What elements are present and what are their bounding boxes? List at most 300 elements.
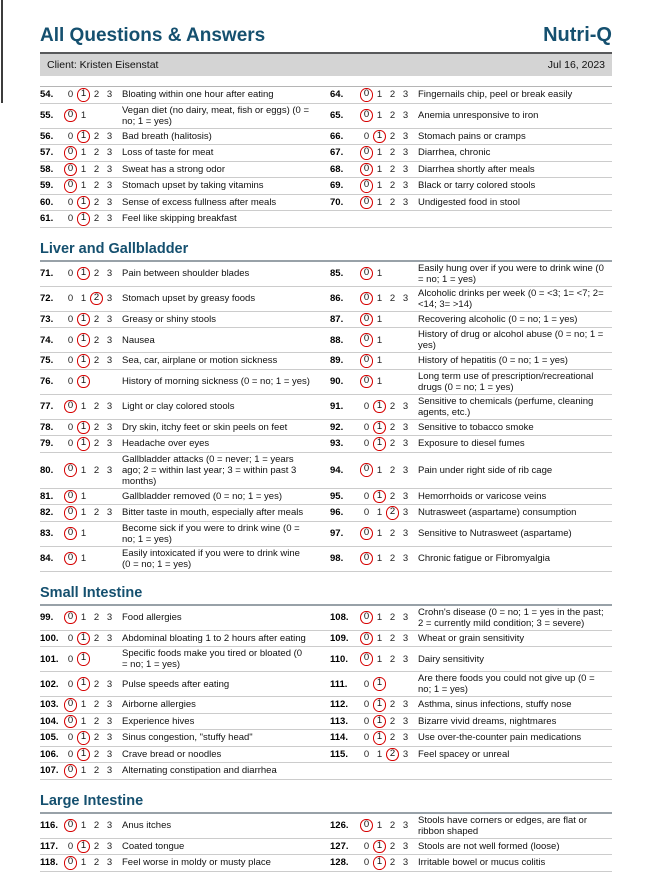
question-row xyxy=(40,195,612,212)
answer-option: 3 xyxy=(106,632,113,644)
question-text: Vegan diet (no dairy, meat, fish or eggs) (0 = no; 1 = yes) xyxy=(122,104,310,127)
answer-option-selected: 1 xyxy=(77,375,90,389)
question-text: Bizarre vivid dreams, nightmares xyxy=(418,715,557,727)
question-number: 64. xyxy=(330,89,344,101)
answer-options xyxy=(360,652,418,666)
question-number: 127. xyxy=(330,840,349,852)
question-table xyxy=(40,86,612,228)
answer-option: 2 xyxy=(389,110,396,121)
answer-option: 2 xyxy=(93,507,100,519)
question-number: 117. xyxy=(40,840,58,852)
answer-option-selected: 2 xyxy=(386,506,399,520)
answer-option: 0 xyxy=(363,840,370,852)
answer-options xyxy=(360,677,418,691)
answer-option-selected: 0 xyxy=(360,267,373,281)
question-number: 54. xyxy=(40,89,54,101)
question-table xyxy=(40,262,612,572)
answer-option: 0 xyxy=(67,732,74,744)
answer-option: 2 xyxy=(389,612,396,623)
answer-options xyxy=(360,130,418,144)
answer-option: 0 xyxy=(67,840,74,852)
question-text: Long term use of prescription/recreational drugs (0 = no; 1 = yes) xyxy=(418,370,594,393)
answer-options xyxy=(64,731,122,745)
client-name: Client: Kristen Eisenstat xyxy=(47,59,159,71)
answer-option-selected: 0 xyxy=(360,196,373,210)
answer-option: 3 xyxy=(402,820,409,831)
answer-options xyxy=(64,764,122,778)
question-number: 94. xyxy=(330,464,344,476)
section-title: Liver and Gallbladder xyxy=(40,241,612,262)
page-title: All Questions & Answers xyxy=(40,25,266,46)
answer-options xyxy=(360,611,418,625)
answer-options xyxy=(64,490,122,504)
answer-option: 2 xyxy=(389,528,396,539)
answer-option: 2 xyxy=(389,732,396,744)
answer-option: 2 xyxy=(93,147,100,159)
answer-option-selected: 1 xyxy=(77,748,90,762)
answer-options xyxy=(64,88,122,102)
answer-option: 2 xyxy=(389,699,396,711)
answer-option: 1 xyxy=(80,857,87,869)
question-number: 93. xyxy=(330,438,344,450)
answer-options xyxy=(64,840,122,854)
answer-option: 3 xyxy=(402,147,409,159)
answer-option: 0 xyxy=(363,699,370,711)
question-number: 67. xyxy=(330,147,344,159)
answer-options xyxy=(360,840,418,854)
question-text: Nutrasweet (aspartame) consumption xyxy=(418,507,577,519)
answer-option: 2 xyxy=(93,401,100,412)
question-text: Feel like skipping breakfast xyxy=(122,213,237,225)
answer-option: 3 xyxy=(402,438,409,450)
question-text: Dairy sensitivity xyxy=(418,653,484,665)
answer-option-selected: 0 xyxy=(360,375,373,389)
question-row xyxy=(40,453,612,489)
question-text: Pain between shoulder blades xyxy=(122,268,250,279)
answer-option: 2 xyxy=(93,130,100,142)
answer-option: 0 xyxy=(67,678,74,690)
answer-option: 2 xyxy=(93,765,100,777)
question-text: History of hepatitis (0 = no; 1 = yes) xyxy=(418,355,568,367)
answer-option: 1 xyxy=(80,507,87,519)
answer-option: 2 xyxy=(93,268,100,279)
answer-option-selected: 0 xyxy=(64,109,77,123)
question-number: 103. xyxy=(40,699,59,711)
answer-option: 3 xyxy=(402,528,409,539)
question-row xyxy=(40,129,612,146)
answer-option-selected: 0 xyxy=(360,109,373,123)
question-number: 109. xyxy=(330,632,349,644)
answer-option: 3 xyxy=(402,632,409,644)
question-text: Irritable bowel or mucus colitis xyxy=(418,857,546,869)
answer-option: 1 xyxy=(80,180,87,192)
answer-option: 2 xyxy=(389,401,396,412)
answer-option-selected: 0 xyxy=(64,179,77,193)
question-text: Crohn's disease (0 = no; 1 = yes in the past; 2 = currently mild condition; 3 = severe) xyxy=(418,606,604,629)
answer-option: 0 xyxy=(67,632,74,644)
question-text: Alternating constipation and diarrhea xyxy=(122,765,277,777)
answer-options xyxy=(360,463,418,477)
answer-options xyxy=(64,267,122,281)
answer-options xyxy=(360,146,418,160)
answer-option: 3 xyxy=(106,268,113,279)
answer-options xyxy=(360,819,418,833)
answer-option: 1 xyxy=(376,376,383,387)
answer-options xyxy=(64,354,122,368)
question-number: 104. xyxy=(40,715,59,727)
answer-option: 3 xyxy=(106,355,113,367)
question-row xyxy=(40,145,612,162)
question-text: Gallbladder removed (0 = no; 1 = yes) xyxy=(122,490,283,502)
answer-options xyxy=(360,163,418,177)
answer-option-selected: 0 xyxy=(360,313,373,327)
answer-option: 3 xyxy=(402,130,409,142)
answer-options xyxy=(64,109,122,123)
answer-option: 1 xyxy=(376,553,383,564)
question-row xyxy=(40,262,612,287)
answer-option-selected: 0 xyxy=(64,552,77,566)
answer-option: 0 xyxy=(67,293,74,304)
answer-option: 0 xyxy=(363,732,370,744)
answer-option: 3 xyxy=(106,293,113,304)
section xyxy=(40,793,612,872)
answer-option: 2 xyxy=(93,313,100,325)
section xyxy=(40,585,612,780)
question-text: Stools are not well formed (loose) xyxy=(418,840,560,852)
answer-options xyxy=(64,333,122,347)
answer-options xyxy=(64,856,122,870)
answer-option-selected: 0 xyxy=(360,179,373,193)
answer-option: 3 xyxy=(106,715,113,727)
question-number: 102. xyxy=(40,678,59,690)
answer-option-selected: 1 xyxy=(77,196,90,210)
answer-option: 3 xyxy=(106,699,113,711)
question-number: 82. xyxy=(40,507,54,519)
answer-option: 2 xyxy=(93,632,100,644)
answer-options xyxy=(64,130,122,144)
section xyxy=(40,86,612,228)
answer-option: 3 xyxy=(106,678,113,690)
question-number: 85. xyxy=(330,268,344,279)
answer-options xyxy=(360,88,418,102)
answer-option: 1 xyxy=(80,147,87,159)
answer-option: 2 xyxy=(389,553,396,564)
answer-option-selected: 0 xyxy=(64,463,77,477)
answer-option: 2 xyxy=(93,89,100,101)
answer-option: 2 xyxy=(389,820,396,831)
answer-options xyxy=(64,437,122,451)
answer-options xyxy=(64,463,122,477)
question-row xyxy=(40,839,612,856)
answer-option: 0 xyxy=(67,268,74,279)
answer-option: 2 xyxy=(389,715,396,727)
answer-option: 3 xyxy=(106,213,113,225)
answer-option-selected: 1 xyxy=(373,421,386,435)
question-text: Anus itches xyxy=(122,820,172,831)
question-number: 66. xyxy=(330,130,344,142)
answer-options xyxy=(64,819,122,833)
question-text: Light or clay colored stools xyxy=(122,401,235,412)
question-text: Pulse speeds after eating xyxy=(122,678,230,690)
answer-options xyxy=(64,715,122,729)
answer-option: 0 xyxy=(363,715,370,727)
question-text: Alcoholic drinks per week (0 = <3; 1= <7; 2= <14; 3= >14) xyxy=(418,287,604,310)
answer-option: 3 xyxy=(106,196,113,208)
answer-options xyxy=(64,652,122,666)
answer-options xyxy=(360,400,418,414)
answer-options xyxy=(64,400,122,414)
question-text: Diarrhea, chronic xyxy=(418,147,491,159)
question-text: Nausea xyxy=(122,334,155,346)
question-text: Become sick if you were to drink wine (0 = no; 1 = yes) xyxy=(122,522,300,545)
answer-option: 3 xyxy=(402,490,409,502)
answer-option: 3 xyxy=(402,464,409,476)
answer-options xyxy=(360,527,418,541)
answer-option: 1 xyxy=(80,401,87,412)
answer-option-selected: 0 xyxy=(64,490,77,504)
question-number: 101. xyxy=(40,653,59,665)
questionnaire-sections xyxy=(40,86,612,872)
question-row xyxy=(40,631,612,648)
report-date: Jul 16, 2023 xyxy=(547,59,605,71)
answer-options xyxy=(64,212,122,226)
answer-options xyxy=(64,375,122,389)
answer-options xyxy=(360,490,418,504)
answer-option: 2 xyxy=(93,196,100,208)
question-number: 114. xyxy=(330,732,348,744)
question-table xyxy=(40,606,612,780)
question-row xyxy=(40,547,612,572)
answer-option: 3 xyxy=(106,612,113,623)
answer-option: 2 xyxy=(93,355,100,367)
answer-options xyxy=(360,552,418,566)
question-row xyxy=(40,420,612,437)
answer-options xyxy=(64,506,122,520)
question-text: Bitter taste in mouth, especially after meals xyxy=(122,507,304,519)
answer-option: 3 xyxy=(106,334,113,346)
answer-option: 2 xyxy=(389,196,396,208)
answer-option: 0 xyxy=(67,213,74,225)
answer-option-selected: 1 xyxy=(77,632,90,646)
question-row xyxy=(40,697,612,714)
question-number: 72. xyxy=(40,293,54,304)
answer-option: 2 xyxy=(93,421,100,433)
question-row xyxy=(40,178,612,195)
answer-option: 3 xyxy=(402,653,409,665)
answer-option-selected: 1 xyxy=(373,840,386,854)
answer-option: 2 xyxy=(389,180,396,192)
section xyxy=(40,241,612,572)
answer-option: 3 xyxy=(402,89,409,101)
question-text: Asthma, sinus infections, stuffy nose xyxy=(418,699,572,711)
answer-option-selected: 1 xyxy=(77,333,90,347)
answer-option: 0 xyxy=(363,857,370,869)
answer-option: 3 xyxy=(106,732,113,744)
answer-options xyxy=(360,506,418,520)
answer-option-selected: 1 xyxy=(77,652,90,666)
question-text: Chronic fatigue or Fibromyalgia xyxy=(418,553,551,564)
question-row xyxy=(40,370,612,395)
question-text: Greasy or shiny stools xyxy=(122,313,216,325)
answer-option: 3 xyxy=(106,464,113,476)
answer-option-selected: 1 xyxy=(373,698,386,712)
answer-option: 1 xyxy=(376,820,383,831)
answer-option: 0 xyxy=(67,89,74,101)
answer-option-selected: 0 xyxy=(360,632,373,646)
answer-option: 0 xyxy=(67,421,74,433)
answer-option: 2 xyxy=(389,490,396,502)
question-text: Feel worse in moldy or musty place xyxy=(122,857,271,869)
question-number: 77. xyxy=(40,401,54,412)
question-text: Sensitive to chemicals (perfume, cleaning agents, etc.) xyxy=(418,395,594,418)
answer-option-selected: 1 xyxy=(373,130,386,144)
answer-option: 3 xyxy=(106,507,113,519)
question-row xyxy=(40,814,612,839)
answer-option-selected: 0 xyxy=(360,146,373,160)
question-text: Sensitive to tobacco smoke xyxy=(418,421,534,433)
answer-option-selected: 1 xyxy=(77,840,90,854)
answer-option-selected: 1 xyxy=(77,88,90,102)
answer-options xyxy=(360,856,418,870)
answer-option: 2 xyxy=(93,678,100,690)
answer-option: 0 xyxy=(67,355,74,367)
question-number: 56. xyxy=(40,130,54,142)
question-text: History of morning sickness (0 = no; 1 = yes) xyxy=(122,376,310,387)
answer-option: 2 xyxy=(389,464,396,476)
answer-option: 3 xyxy=(106,820,113,831)
answer-option: 3 xyxy=(402,293,409,304)
answer-option: 1 xyxy=(376,293,383,304)
answer-options xyxy=(360,748,418,762)
answer-option: 2 xyxy=(389,147,396,159)
question-text: Pain under right side of rib cage xyxy=(418,464,553,476)
answer-options xyxy=(360,292,418,306)
answer-options xyxy=(64,632,122,646)
question-text: Exposure to diesel fumes xyxy=(418,438,525,450)
answer-option: 1 xyxy=(376,355,383,367)
question-number: 86. xyxy=(330,293,344,304)
answer-option: 2 xyxy=(93,213,100,225)
answer-options xyxy=(64,748,122,762)
question-text: Food allergies xyxy=(122,612,182,623)
answer-option-selected: 0 xyxy=(64,819,77,833)
client-bar xyxy=(40,52,612,76)
answer-option: 1 xyxy=(80,765,87,777)
answer-option: 3 xyxy=(106,163,113,175)
question-row xyxy=(40,647,612,672)
answer-option: 1 xyxy=(80,110,87,121)
answer-option-selected: 1 xyxy=(373,400,386,414)
answer-option: 0 xyxy=(67,130,74,142)
question-text: Are there foods you could not give up (0 = no; 1 = yes) xyxy=(418,673,595,695)
answer-option-selected: 1 xyxy=(77,130,90,144)
answer-option: 2 xyxy=(93,438,100,450)
answer-options xyxy=(360,354,418,368)
question-number: 61. xyxy=(40,213,54,225)
answer-option: 0 xyxy=(363,130,370,142)
answer-option: 1 xyxy=(376,268,383,279)
question-row xyxy=(40,287,612,312)
answer-option-selected: 0 xyxy=(360,527,373,541)
answer-option: 2 xyxy=(93,840,100,852)
question-text: History of drug or alcohol abuse (0 = no; 1 = yes) xyxy=(418,329,604,351)
question-number: 60. xyxy=(40,196,54,208)
question-number: 113. xyxy=(330,715,348,727)
question-text: Fingernails chip, peel or break easily xyxy=(418,89,573,101)
answer-option-selected: 0 xyxy=(64,715,77,729)
answer-option: 0 xyxy=(363,490,370,502)
question-row xyxy=(40,730,612,747)
question-number: 80. xyxy=(40,464,54,476)
question-row xyxy=(40,714,612,731)
answer-option: 0 xyxy=(67,313,74,325)
question-number: 81. xyxy=(40,490,54,502)
answer-option: 3 xyxy=(402,612,409,623)
answer-option: 2 xyxy=(93,334,100,346)
question-number: 84. xyxy=(40,553,54,564)
question-row xyxy=(40,395,612,420)
answer-option: 3 xyxy=(106,147,113,159)
answer-option: 0 xyxy=(67,748,74,760)
question-text: Bad breath (halitosis) xyxy=(122,130,212,142)
answer-option: 1 xyxy=(376,653,383,665)
answer-option: 2 xyxy=(93,748,100,760)
answer-options xyxy=(360,715,418,729)
question-text: Easily hung over if you were to drink wine (0 = no; 1 = yes) xyxy=(418,262,604,285)
answer-option: 2 xyxy=(389,293,396,304)
answer-option: 3 xyxy=(402,857,409,869)
answer-option-selected: 0 xyxy=(360,652,373,666)
question-row xyxy=(40,672,612,697)
answer-option: 1 xyxy=(376,313,383,325)
answer-option-selected: 0 xyxy=(64,764,77,778)
answer-option-selected: 0 xyxy=(360,552,373,566)
answer-option: 3 xyxy=(402,507,409,519)
report-page xyxy=(40,0,612,872)
question-number: 92. xyxy=(330,421,344,433)
question-text: Recovering alcoholic (0 = no; 1 = yes) xyxy=(418,313,578,325)
answer-option-selected: 1 xyxy=(77,421,90,435)
question-number: 79. xyxy=(40,438,54,450)
answer-options xyxy=(360,267,418,281)
answer-option-selected: 0 xyxy=(64,506,77,520)
question-text: Stomach pains or cramps xyxy=(418,130,526,142)
answer-option: 2 xyxy=(389,163,396,175)
question-text: Diarrhea shortly after meals xyxy=(418,163,535,175)
question-text: Crave bread or noodles xyxy=(122,748,222,760)
answer-option-selected: 1 xyxy=(373,731,386,745)
answer-options xyxy=(64,163,122,177)
answer-option: 3 xyxy=(106,748,113,760)
answer-options xyxy=(64,677,122,691)
answer-option: 1 xyxy=(80,612,87,623)
question-row xyxy=(40,489,612,506)
answer-options xyxy=(360,437,418,451)
answer-options xyxy=(64,196,122,210)
answer-option-selected: 2 xyxy=(386,748,399,762)
answer-option: 1 xyxy=(376,528,383,539)
question-number: 78. xyxy=(40,421,54,433)
answer-option: 3 xyxy=(402,196,409,208)
question-number: 88. xyxy=(330,334,344,346)
answer-option: 0 xyxy=(363,421,370,433)
answer-option: 1 xyxy=(376,89,383,101)
answer-option: 3 xyxy=(106,857,113,869)
question-row xyxy=(40,87,612,104)
answer-option-selected: 0 xyxy=(360,819,373,833)
answer-option: 0 xyxy=(363,438,370,450)
answer-option: 2 xyxy=(389,438,396,450)
